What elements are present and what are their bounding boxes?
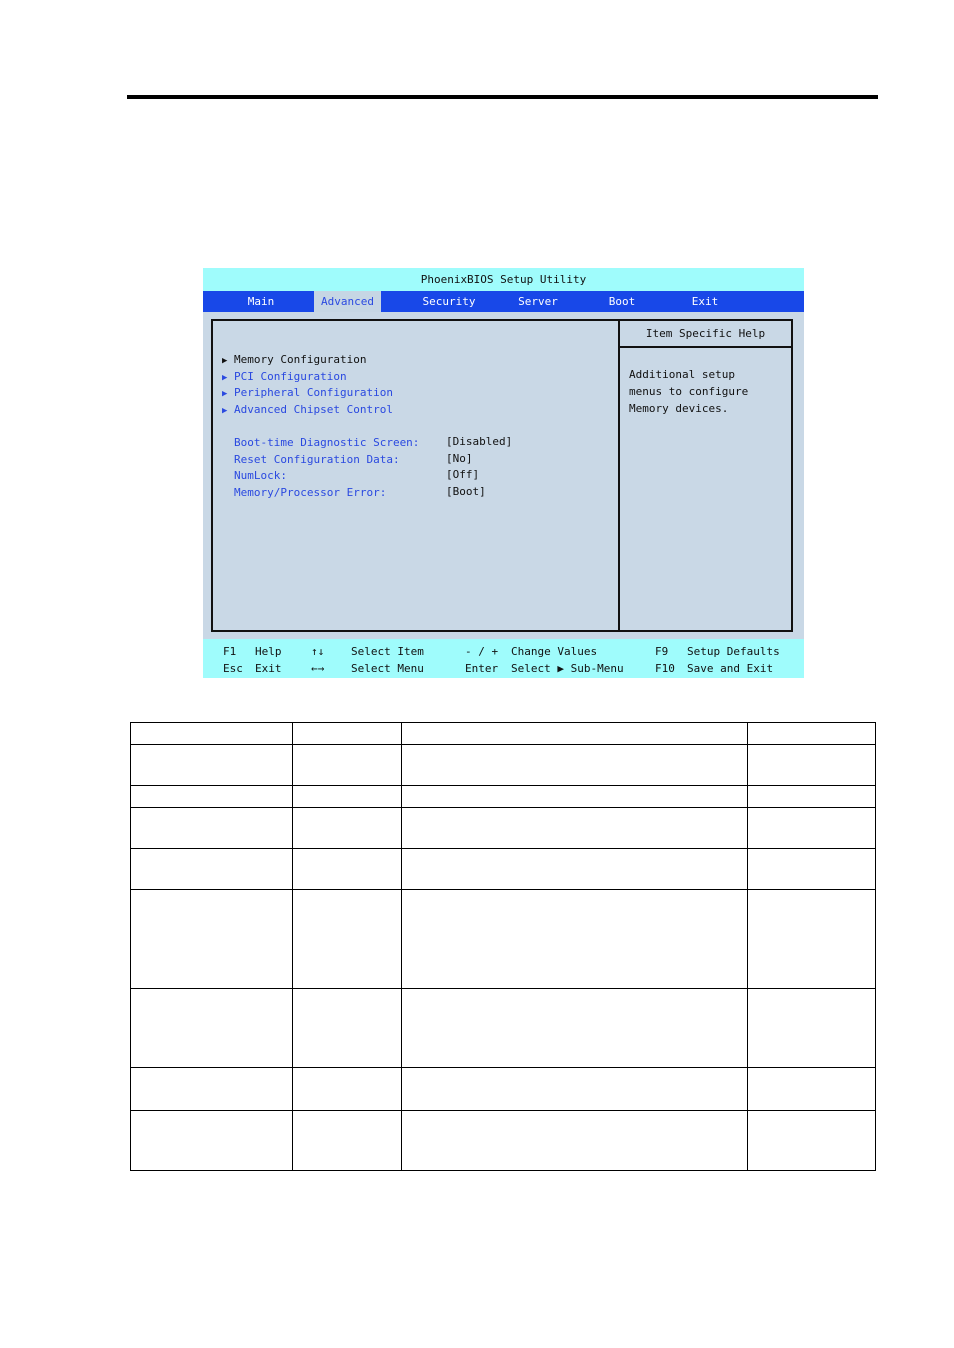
table-cell — [402, 745, 748, 786]
submenu-arrow-icon: ▶ — [222, 406, 228, 416]
header-rule — [127, 95, 878, 99]
table-cell — [293, 890, 402, 989]
menu-advanced[interactable]: Advanced — [314, 291, 381, 312]
table-cell — [293, 1068, 402, 1111]
table-row — [131, 723, 876, 745]
table-cell — [748, 890, 876, 989]
menu-exit[interactable]: Exit — [691, 295, 719, 308]
bios-panel — [203, 312, 804, 639]
setting-reset-configuration-label[interactable]: Reset Configuration Data: — [234, 453, 400, 466]
table-cell — [131, 723, 293, 745]
table-cell — [748, 723, 876, 745]
table-cell — [293, 745, 402, 786]
table-cell — [293, 808, 402, 849]
help-line: menus to configure — [629, 385, 749, 398]
help-divider — [618, 321, 620, 630]
table-cell — [293, 1111, 402, 1171]
table-cell — [402, 723, 748, 745]
submenu-label: PCI Configuration — [234, 370, 347, 383]
key-minus-plus: - / + — [465, 645, 499, 658]
table-cell — [131, 745, 293, 786]
bios-screenshot — [203, 268, 804, 678]
table-cell — [293, 989, 402, 1068]
table-cell — [131, 849, 293, 890]
table-cell — [402, 1111, 748, 1171]
setting-boot-time-diagnostic-label[interactable]: Boot-time Diagnostic Screen: — [234, 436, 420, 449]
help-title: Item Specific Help — [645, 327, 766, 340]
key-esc: Esc — [223, 662, 243, 675]
table-cell — [293, 786, 402, 808]
table-row — [131, 890, 876, 989]
left-right-arrows-icon: ←→ — [311, 662, 325, 675]
submenu-peripheral-configuration[interactable] — [222, 386, 393, 399]
table-cell — [748, 849, 876, 890]
help-line: Memory devices. — [629, 402, 729, 415]
key-minus-plus-label: Change Values — [511, 645, 598, 658]
table-row — [131, 989, 876, 1068]
table-cell — [402, 1068, 748, 1111]
table-cell — [748, 808, 876, 849]
table-cell — [293, 849, 402, 890]
setting-memory-processor-error-label[interactable]: Memory/Processor Error: — [234, 486, 387, 499]
table-cell — [131, 1068, 293, 1111]
table-cell — [748, 989, 876, 1068]
table-cell — [131, 1111, 293, 1171]
key-leftright-label: Select Menu — [351, 662, 424, 675]
bios-footer — [203, 639, 804, 678]
table-cell — [293, 723, 402, 745]
setting-memory-processor-error-value[interactable]: [Boot] — [446, 485, 486, 498]
table-cell — [402, 849, 748, 890]
help-text — [629, 366, 789, 417]
menu-security[interactable]: Security — [422, 295, 476, 308]
key-f1: F1 — [223, 645, 237, 658]
bios-title: PhoenixBIOS Setup Utility — [203, 268, 804, 291]
submenu-label: Memory Configuration — [234, 353, 367, 366]
key-f9-label: Setup Defaults — [687, 645, 780, 658]
table-row — [131, 745, 876, 786]
table-row — [131, 1111, 876, 1171]
help-header-line — [620, 346, 791, 348]
submenu-label: Advanced Chipset Control — [234, 403, 393, 416]
key-f10: F10 — [655, 662, 675, 675]
table-row — [131, 786, 876, 808]
table-cell — [748, 745, 876, 786]
menu-server[interactable]: Server — [518, 295, 558, 308]
key-updown-label: Select Item — [351, 645, 424, 658]
table-cell — [131, 989, 293, 1068]
submenu-arrow-icon: ▶ — [222, 356, 228, 366]
setting-numlock-label[interactable]: NumLock: — [234, 469, 287, 482]
help-line: Additional setup — [629, 368, 735, 381]
key-enter-label: Select ▶ Sub-Menu — [511, 662, 624, 675]
key-esc-label: Exit — [255, 662, 282, 675]
up-down-arrows-icon: ↑↓ — [311, 645, 325, 658]
submenu-label: Peripheral Configuration — [234, 386, 393, 399]
table-row — [131, 1068, 876, 1111]
table-cell — [131, 890, 293, 989]
table-cell — [748, 786, 876, 808]
key-enter: Enter — [465, 662, 499, 675]
setting-reset-configuration-value[interactable]: [No] — [446, 452, 473, 465]
table-cell — [131, 808, 293, 849]
key-f9: F9 — [655, 645, 669, 658]
key-f10-label: Save and Exit — [687, 662, 774, 675]
submenu-arrow-icon: ▶ — [222, 389, 228, 399]
menu-boot[interactable]: Boot — [608, 295, 636, 308]
table-row — [131, 849, 876, 890]
table-cell — [402, 989, 748, 1068]
table-cell — [748, 1068, 876, 1111]
submenu-memory-configuration[interactable] — [222, 353, 366, 366]
table-cell — [402, 890, 748, 989]
key-f1-label: Help — [255, 645, 282, 658]
submenu-pci-configuration[interactable] — [222, 370, 347, 383]
submenu-arrow-icon: ▶ — [222, 373, 228, 383]
table-row — [131, 808, 876, 849]
table-cell — [402, 786, 748, 808]
menu-main[interactable]: Main — [247, 295, 275, 308]
bios-menu-bar — [203, 291, 804, 312]
table-cell — [131, 786, 293, 808]
table-cell — [402, 808, 748, 849]
table-cell — [748, 1111, 876, 1171]
bios-frame — [211, 319, 793, 632]
setting-numlock-value[interactable]: [Off] — [446, 468, 480, 481]
setting-boot-time-diagnostic-value[interactable]: [Disabled] — [446, 435, 513, 448]
settings-table — [130, 722, 876, 1171]
submenu-advanced-chipset-control[interactable] — [222, 403, 393, 416]
